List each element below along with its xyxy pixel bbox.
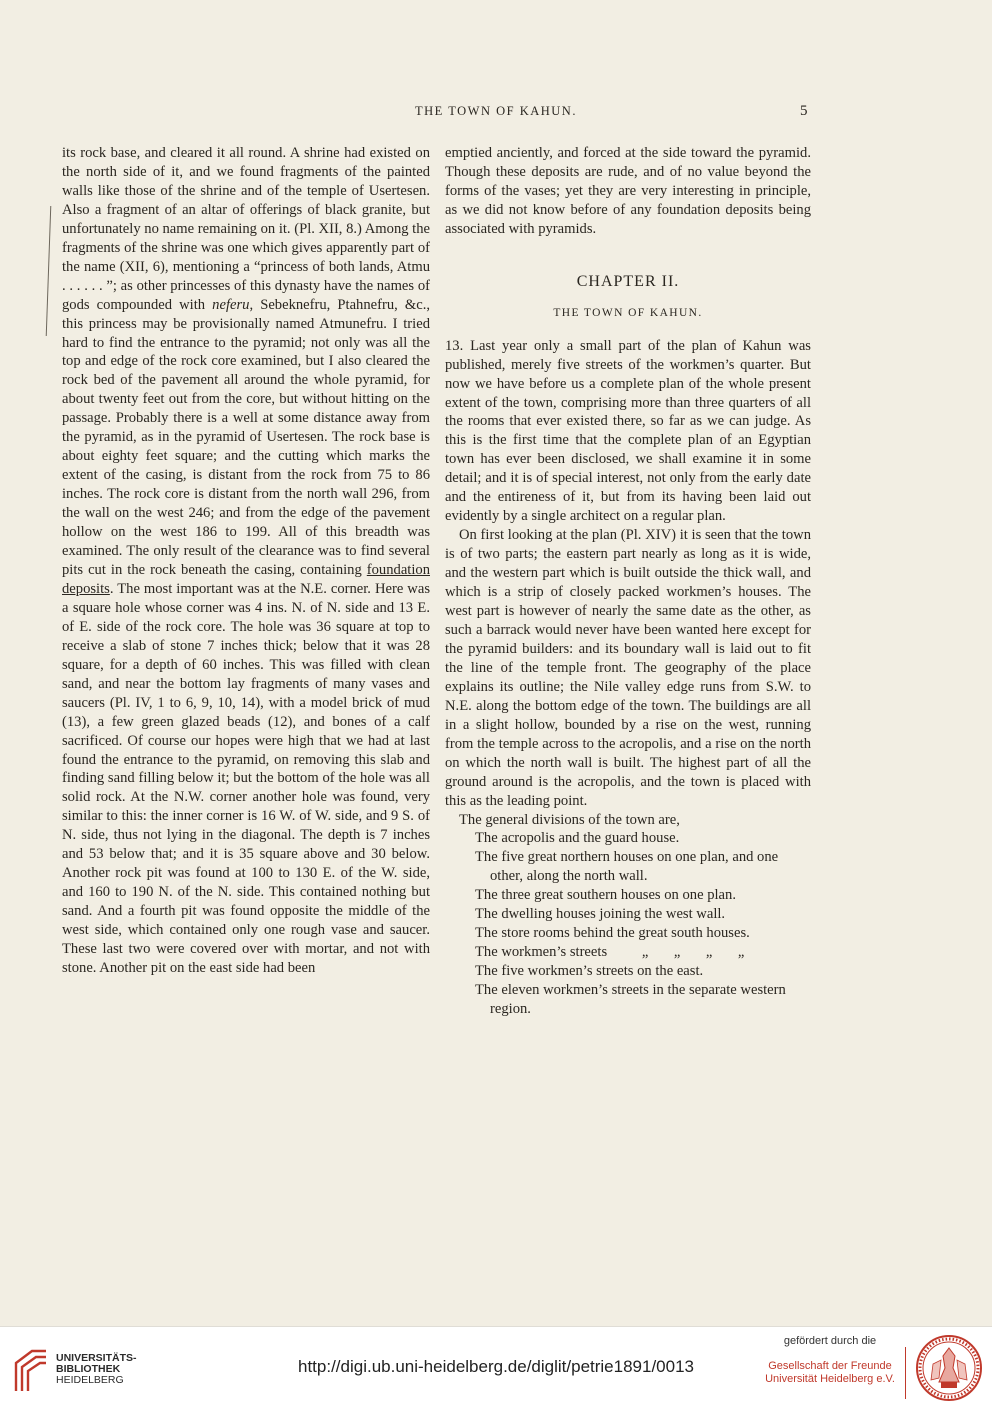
list-intro: The general divisions of the town are, xyxy=(459,811,680,828)
page-number: 5 xyxy=(800,103,808,119)
right-column xyxy=(445,144,811,1019)
list-item: The three great southern houses on one plan. xyxy=(475,887,736,904)
running-head: THE TOWN OF KAHUN. xyxy=(415,104,577,118)
library-name: UNIVERSITÄTS- BIBLIOTHEK HEIDELBERG xyxy=(56,1352,137,1386)
list-item: The five workmen’s streets on the east. xyxy=(475,963,704,980)
footer-bar xyxy=(0,1326,992,1410)
list-item: The store rooms behind the great south houses. xyxy=(475,925,750,942)
list-item: The five great northern houses on one plan, and one other, along the north wall. xyxy=(475,849,779,885)
body-paragraph: emptied anciently, and forced at the side toward the pyramid. Though these deposits are rude, and of no value beyond the forms of the vases; yet they are very interesting in principle, as we did not know before of any foundation deposits being associated with pyramids. xyxy=(445,145,811,237)
body-paragraph: its rock base, and cleared it all round. A shrine had existed on the north side of it, and we found fragments of the painted walls like those of the shrine and of the temple of Usertesen. Also a fragment of an altar of offerings of black granite, but unfortunately no name remaining on it. (Pl. XII, 8.) Among the fragments of the shrine was one which gives apparently part of the name (XII, 6), mentioning a “princess of both lands, Atmu . . . . . . ”; as other princesses of this dynasty have the names of gods compounded with neferu, Sebeknefru, Ptahnefru, &c., this princess may be provisionally named Atmunefru. I tried hard to find the entrance to the pyramid; not only was all the top and edge of the rock core examined, but I also cleared the rock bed of the pavement all around the whole pyramid, for about twenty feet out from the core, but without hitting on the passage. Probably there is a well at some distance away from the pyramid, as in the pyramid of Usertesen. The rock base is about eighty feet square; and the cutting which marks the extent of the casing, is distant from the rock from 75 to 86 inches. The rock core is distant from the north wall 296, from the wall on the west 246; and from the edge of the pavement hollow on the west 186 to 199. All of this breadth was examined. The only result of the clearance was to find several pits cut in the rock beneath the casing, containing foundation deposits. The most important was at the N.E. corner. Here was a square hole whose corner was 4 ins. N. of N. side and 13 E. of E. side of the rock core. The hole was 36 square at top to receive a slab of stone 7 inches thick; below that it was 28 square, for a depth of 60 inches. This was filled with clean sand, and near the bottom lay fragments of many vases and saucers (Pl. IV, 1 to 6, 9, 10, 14), with a model brick of mud (13), a few green glazed beads (12), and bones of a calf sacrificed. Of course our hopes were high that we had at last found the entrance to the pyramid, on removing this slab and finding sand filling below it; but the bottom of the hole was all solid rock. At the N.W. corner another hole was found, very similar to this: the inner corner is 16 W. of W. side, and 9 S. of N. side, thus not lying in the diagonal. The depth is 7 inches and 53 below that; and it is 35 square above and 30 below. Another rock pit was found at 100 to 130 E. of the W. side, and 160 to 190 N. of the N. side. This contained nothing but sand. And a fourth pit was found opposite the middle of the west side, which contained only one rough vase and saucer. These last two were covered over with mortar, and not with stone. Another pit on the east side had been xyxy=(62,145,431,976)
sponsor-divider xyxy=(905,1347,906,1399)
ditto-mark: „ xyxy=(641,944,649,961)
left-column xyxy=(62,144,430,978)
list-item-text: The workmen’s streets xyxy=(475,944,608,961)
ditto-mark: „ xyxy=(705,944,713,961)
university-seal-icon xyxy=(915,1334,983,1402)
divisions-list xyxy=(445,829,811,1019)
ditto-mark: „ xyxy=(737,944,745,961)
list-item xyxy=(445,943,811,962)
list-item: The acropolis and the guard house. xyxy=(475,830,680,847)
chapter-title: CHAPTER II. xyxy=(576,272,680,290)
sponsor-name[interactable]: Gesellschaft der Freunde Universität Heidelberg e.V. xyxy=(765,1360,895,1385)
page-header xyxy=(0,104,992,124)
margin-pencil-mark xyxy=(46,206,52,336)
list-item: The eleven workmen’s streets in the separate western region. xyxy=(475,982,786,1018)
sponsor-label: gefördert durch die xyxy=(783,1335,877,1347)
body-paragraph: On first looking at the plan (Pl. XIV) it is seen that the town is of two parts; the eastern part nearly as long as it is wide, and the western part which is built outside the thick wall, and which is a strip of closely packed workmen’s houses. The west part is however of nearly the same date as the other, as such a barrack would never have been wanted here except for the pyramid builders: and its boundary wall is laid out to fit the line of the temple front. The geography of the place explains its outline; the Nile valley edge runs from S.W. to N.E. along the bottom edge of the town. The buildings are all in a slight hollow, bounded by a rise on the west, running from the temple across to the acropolis, and a rise on the north on which the north wall is built. The highest part of all the ground around is the acropolis, and the town is placed with this as the leading point. xyxy=(445,527,811,809)
ditto-mark: „ xyxy=(673,944,681,961)
list-item: The dwelling houses joining the west wall. xyxy=(475,906,726,923)
permalink-url[interactable]: http://digi.ub.uni-heidelberg.de/diglit/petrie1891/0013 xyxy=(297,1357,694,1376)
chapter-subtitle: THE TOWN OF KAHUN. xyxy=(553,306,703,319)
body-paragraph: 13. Last year only a small part of the plan of Kahun was published, merely five streets of the workmen’s quarter. But now we have before us a complete plan of the whole present extent of the town, comprising more than three quarters of all the rooms that ever existed there, so far as we can judge. As this is the first time that the complete plan of an Egyptian town has ever been disclosed, we shall examine it in some detail; and it is of special interest, not only from the early date and the entireness of it, but from its having been laid out evidently by a single architect on a regular plan. xyxy=(445,337,811,525)
